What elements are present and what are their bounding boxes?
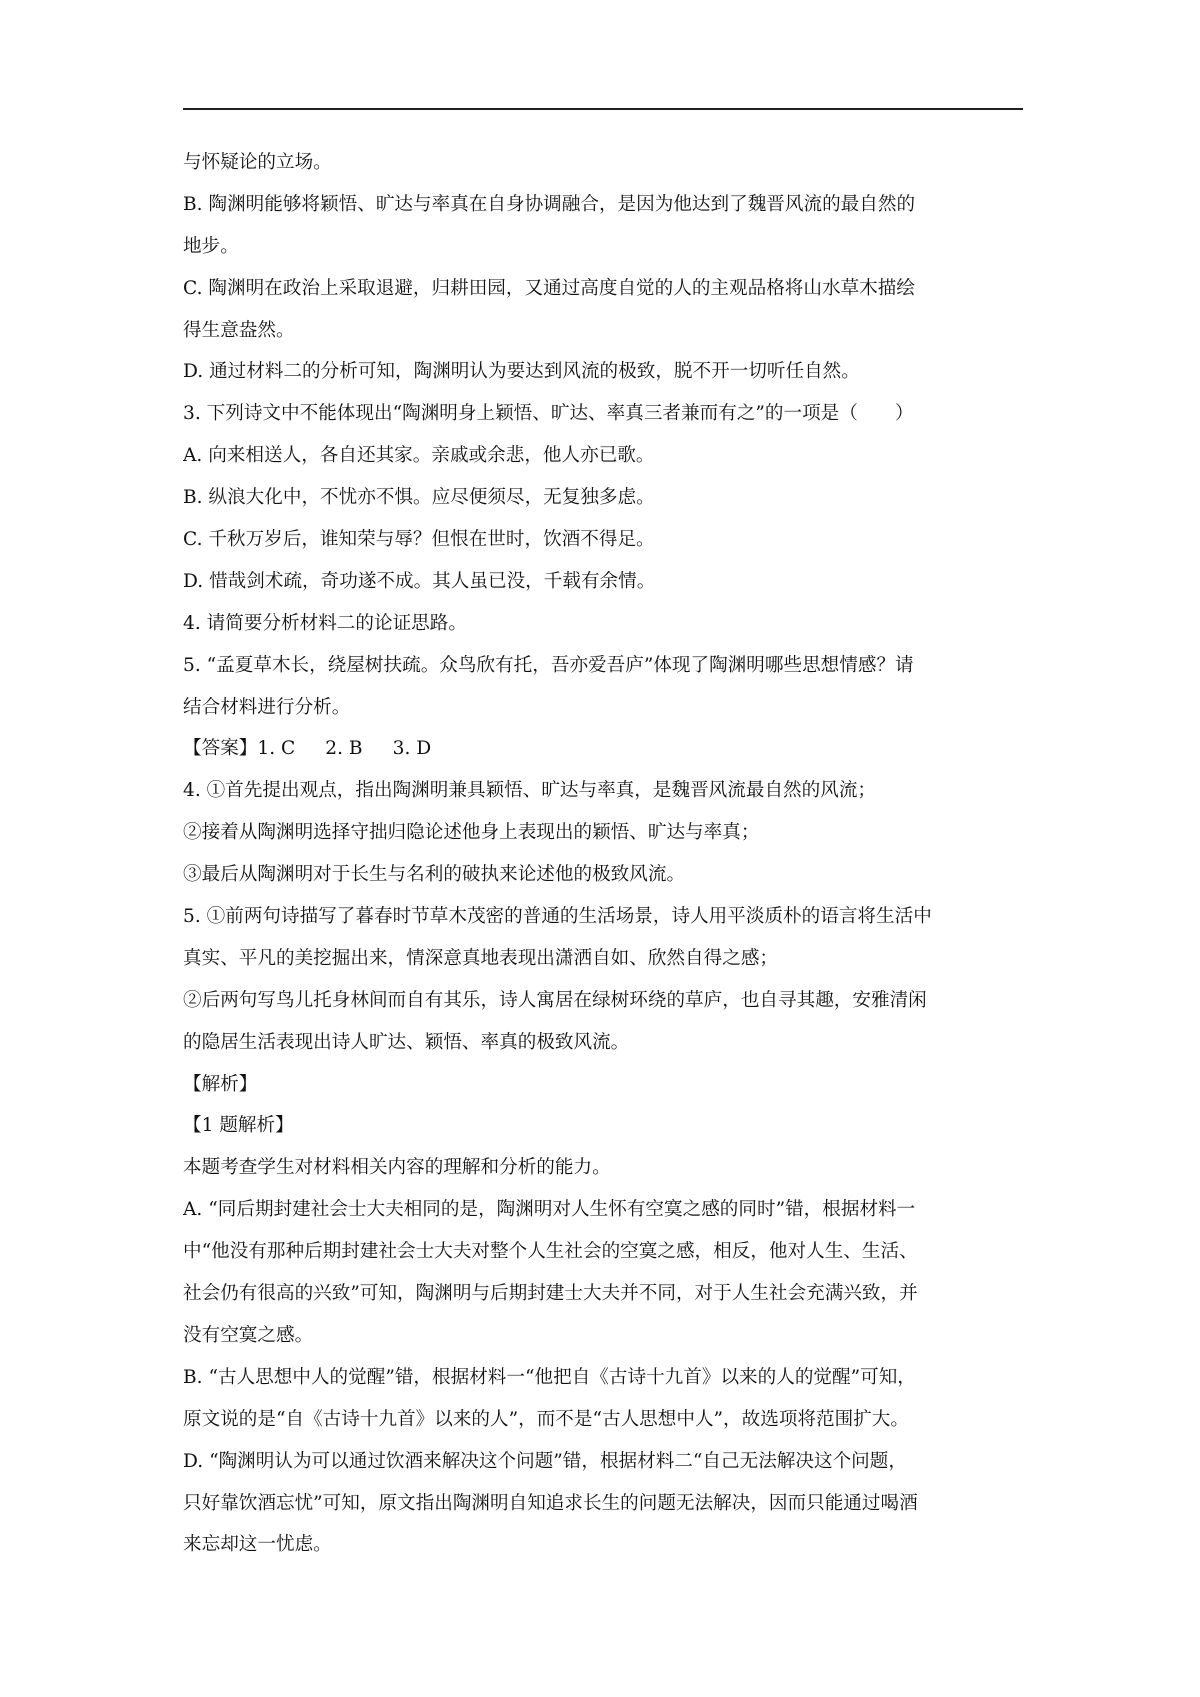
option-c-line: C. 陶渊明在政治上采取退避，归耕田园，又通过高度自觉的人的主观品格将山水草木描绘 — [183, 277, 915, 299]
text-line: 中“他没有那种后期封建社会士大夫对整个人生社会的空寞之感，相反，他对人生、生活、 — [183, 1241, 918, 1263]
question-4: 4. 请简要分析材料二的论证思路。 — [183, 612, 467, 634]
option-d-line: D. 通过材料二的分析可知，陶渊明认为要达到风流的极致，脱不开一切听任自然。 — [183, 361, 860, 383]
question-3-option-a: A. 向来相送人，各自还其家。亲戚或余悲，他人亦已歌。 — [183, 445, 655, 467]
question-3-option-c: C. 千秋万岁后，谁知荣与辱？但恨在世时，饮酒不得足。 — [183, 529, 655, 551]
answer-4-point-2: ②接着从陶渊明选择守拙归隐论述他身上表现出的颖悟、旷达与率真； — [183, 822, 760, 844]
answer-5-point-2: ②后两句写鸟儿托身林间而自有其乐，诗人寓居在绿树环绕的草庐，也自寻其趣，安雅清闲 — [183, 989, 927, 1011]
text-line: 的隐居生活表现出诗人旷达、颖悟、率真的极致风流。 — [183, 1031, 630, 1053]
document-body — [183, 142, 1023, 1566]
text-line: 与怀疑论的立场。 — [183, 152, 332, 173]
answer-2: 2. B — [325, 738, 363, 760]
question-3-option-b: B. 纵浪大化中，不忧亦不惧。应尽便须尽，无复独多虑。 — [183, 487, 655, 509]
text-line: 只好靠饮酒忘忧”可知，原文指出陶渊明自知追求长生的问题无法解决，因而只能通过喝酒 — [183, 1492, 918, 1514]
question-5: 5. “孟夏草木长，绕屋树扶疏。众鸟欣有托，吾亦爱吾庐”体现了陶渊明哪些思想情感？请 — [183, 654, 914, 676]
text-line: 真实、平凡的美挖掘出来，情深意真地表现出潇洒自如、欣然自得之感； — [183, 947, 779, 969]
text-line: 社会仍有很高的兴致”可知，陶渊明与后期封建士大夫并不同，对于人生社会充满兴致，并 — [183, 1283, 918, 1305]
text-line: 来忘却这一忧虑。 — [183, 1534, 332, 1556]
text-line: 没有空寞之感。 — [183, 1324, 314, 1346]
text-line: 地步。 — [183, 235, 239, 257]
answer-3: 3. D — [392, 738, 432, 760]
answer-5-point-1: 5. ①前两句诗描写了暮春时节草木茂密的普通的生活场景，诗人用平淡质朴的语言将生活中 — [183, 906, 932, 928]
analysis-option-d: D. “陶渊明认为可以通过饮酒来解决这个问题”错，根据材料二“自己无法解决这个问题， — [183, 1450, 907, 1472]
answer-4-intro: 4. ①首先提出观点，指出陶渊明兼具颖悟、旷达与率真，是魏晋风流最自然的风流； — [183, 780, 877, 802]
analysis-heading: 【解析】 — [183, 1073, 258, 1095]
analysis-q1-heading: 【1 题解析】 — [183, 1115, 294, 1137]
answer-1: 1. C — [257, 738, 296, 760]
text-line: 结合材料进行分析。 — [183, 696, 351, 718]
answer-4-point-3: ③最后从陶渊明对于长生与名利的破执来论述他的极致风流。 — [183, 864, 686, 886]
analysis-option-a: A. “同后期封建社会士大夫相同的是，陶渊明对人生怀有空寞之感的同时”错，根据材料一 — [183, 1199, 916, 1221]
text-line: 本题考查学生对材料相关内容的理解和分析的能力。 — [183, 1157, 611, 1179]
option-b-line: B. 陶渊明能够将颖悟、旷达与率真在自身协调融合，是因为他达到了魏晋风流的最自然的 — [183, 193, 916, 215]
header-rule — [183, 108, 1023, 110]
answer-line — [183, 728, 1023, 770]
text-line: 原文说的是“自《古诗十九首》以来的人”，而不是“古人思想中人”，故选项将范围扩大。 — [183, 1408, 909, 1430]
analysis-option-b: B. “古人思想中人的觉醒”错，根据材料一“他把自《古诗十九首》以来的人的觉醒”可知， — [183, 1366, 916, 1388]
text-line: 得生意盎然。 — [183, 319, 295, 341]
answer-label: 【答案】 — [183, 738, 258, 760]
question-3: 3. 下列诗文中不能体现出“陶渊明身上颖悟、旷达、率真三者兼而有之”的一项是（ ） — [183, 403, 914, 425]
question-3-option-d: D. 惜哉剑术疏，奇功遂不成。其人虽已没，千载有余情。 — [183, 570, 656, 592]
